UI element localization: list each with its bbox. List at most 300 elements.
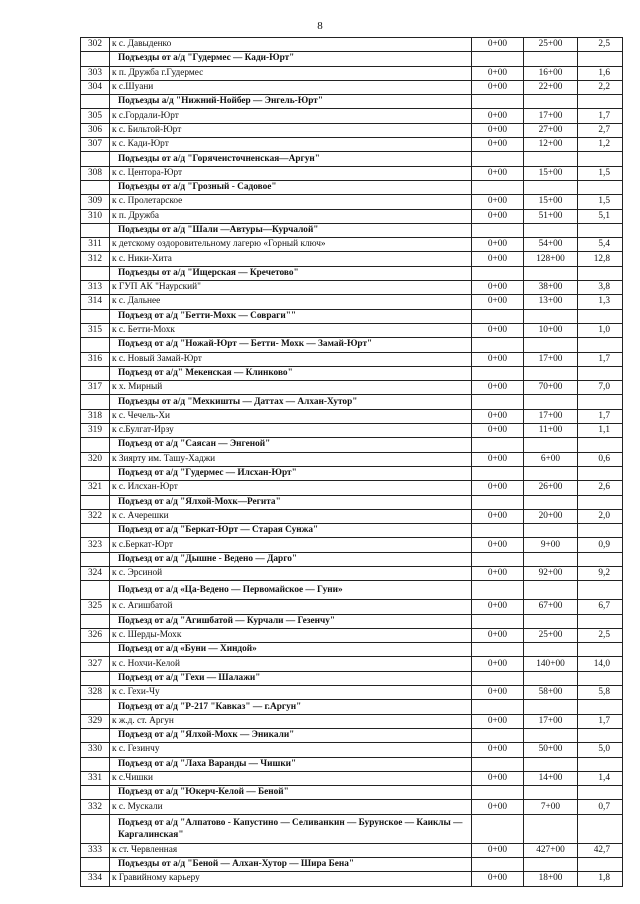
road-number: 330 — [81, 743, 110, 757]
start-km: 0+00 — [472, 138, 524, 152]
empty-cell — [81, 52, 110, 66]
length-km: 1,7 — [578, 352, 623, 366]
empty-cell — [81, 266, 110, 280]
empty-cell — [472, 495, 524, 509]
road-row — [81, 566, 623, 580]
length-km: 9,2 — [578, 566, 623, 580]
road-name: к с. Шерды-Мохк — [110, 628, 472, 642]
empty-cell — [578, 700, 623, 714]
start-km: 0+00 — [472, 352, 524, 366]
empty-cell — [472, 614, 524, 628]
empty-cell — [472, 466, 524, 480]
road-name: к Гравийному карьеру — [110, 872, 472, 886]
empty-cell — [81, 466, 110, 480]
end-km: 128+00 — [524, 252, 578, 266]
end-km: 38+00 — [524, 281, 578, 295]
empty-cell — [578, 152, 623, 166]
page-number: 8 — [317, 20, 323, 32]
section-header-row — [81, 95, 623, 109]
road-row — [81, 800, 623, 814]
empty-cell — [472, 552, 524, 566]
section-header-row — [81, 643, 623, 657]
end-km: 13+00 — [524, 295, 578, 309]
length-km: 2,2 — [578, 80, 623, 94]
empty-cell — [578, 524, 623, 538]
length-km: 1,1 — [578, 424, 623, 438]
road-row — [81, 281, 623, 295]
empty-cell — [578, 614, 623, 628]
section-title: Подъезд от а/д" Мекенская — Клинково" — [110, 366, 472, 380]
length-km: 14,0 — [578, 657, 623, 671]
empty-cell — [524, 552, 578, 566]
section-header-row — [81, 466, 623, 480]
empty-cell — [472, 366, 524, 380]
length-km: 1,3 — [578, 295, 623, 309]
road-name: к ГУП АК "Наурский" — [110, 281, 472, 295]
end-km: 17+00 — [524, 714, 578, 728]
length-km: 2,5 — [578, 628, 623, 642]
end-km: 25+00 — [524, 38, 578, 52]
start-km: 0+00 — [472, 481, 524, 495]
road-number: 306 — [81, 123, 110, 137]
empty-cell — [472, 180, 524, 194]
road-name: к с.Булгат-Ирзу — [110, 424, 472, 438]
section-header-row — [81, 671, 623, 685]
empty-cell — [472, 786, 524, 800]
empty-cell — [578, 728, 623, 742]
end-km: 26+00 — [524, 481, 578, 495]
road-row — [81, 80, 623, 94]
road-number: 308 — [81, 166, 110, 180]
road-name: к детскому оздоровительному лагерю «Горный ключ» — [110, 238, 472, 252]
empty-cell — [524, 671, 578, 685]
road-name: к с. Давыденко — [110, 38, 472, 52]
length-km: 5,1 — [578, 209, 623, 223]
road-number: 319 — [81, 424, 110, 438]
end-km: 11+00 — [524, 424, 578, 438]
end-km: 67+00 — [524, 600, 578, 614]
section-title: Подъезды от а/д "Горячеисточненская—Аргун" — [110, 152, 472, 166]
road-number: 320 — [81, 452, 110, 466]
start-km: 0+00 — [472, 800, 524, 814]
road-row — [81, 481, 623, 495]
road-row — [81, 138, 623, 152]
section-header-row — [81, 495, 623, 509]
road-row — [81, 38, 623, 52]
section-title: Подъезд от а/д "Алпатово - Капустино — Селиванкин — Бурунское — Каиклы — Каргалинская" — [110, 814, 472, 843]
road-row — [81, 252, 623, 266]
section-title: Подъезд от а/д "Агишбатой — Курчали — Гезенчу" — [110, 614, 472, 628]
empty-cell — [472, 728, 524, 742]
road-name: к Зиярту им. Ташу-Хаджи — [110, 452, 472, 466]
road-number: 303 — [81, 66, 110, 80]
length-km: 1,8 — [578, 872, 623, 886]
empty-cell — [81, 395, 110, 409]
length-km: 42,7 — [578, 843, 623, 857]
empty-cell — [524, 366, 578, 380]
start-km: 0+00 — [472, 628, 524, 642]
road-row — [81, 714, 623, 728]
end-km: 20+00 — [524, 509, 578, 523]
road-number: 321 — [81, 481, 110, 495]
empty-cell — [472, 266, 524, 280]
empty-cell — [472, 223, 524, 237]
road-number: 331 — [81, 771, 110, 785]
empty-cell — [524, 700, 578, 714]
road-name: к с. Ники-Хита — [110, 252, 472, 266]
section-title: Подъезд от а/д "Ножай-Юрт — Бетти- Мохк — Замай-Юрт" — [110, 338, 472, 352]
section-title: Подъезды от а/д "Беной — Алхан-Хутор — Шира Бена" — [110, 858, 472, 872]
empty-cell — [472, 152, 524, 166]
section-header-row — [81, 152, 623, 166]
end-km: 7+00 — [524, 800, 578, 814]
road-name: к с.Чишки — [110, 771, 472, 785]
section-title: Подъезд от а/д "Гудермес — Илсхан-Юрт" — [110, 466, 472, 480]
length-km: 2,5 — [578, 38, 623, 52]
section-header-row — [81, 52, 623, 66]
empty-cell — [472, 671, 524, 685]
empty-cell — [81, 524, 110, 538]
road-row — [81, 743, 623, 757]
section-header-row — [81, 395, 623, 409]
end-km: 16+00 — [524, 66, 578, 80]
length-km: 1,7 — [578, 109, 623, 123]
empty-cell — [524, 223, 578, 237]
road-number: 322 — [81, 509, 110, 523]
road-number: 311 — [81, 238, 110, 252]
empty-cell — [472, 858, 524, 872]
empty-cell — [524, 858, 578, 872]
empty-cell — [524, 438, 578, 452]
road-number: 334 — [81, 872, 110, 886]
end-km: 92+00 — [524, 566, 578, 580]
length-km: 0,7 — [578, 800, 623, 814]
length-km: 0,6 — [578, 452, 623, 466]
length-km: 2,7 — [578, 123, 623, 137]
end-km: 18+00 — [524, 872, 578, 886]
empty-cell — [81, 581, 110, 600]
section-title: Подъезд от а/д «Ца-Ведено — Первомайское — Гуни» — [110, 581, 472, 600]
road-name: к с. Эрсиной — [110, 566, 472, 580]
end-km: 70+00 — [524, 381, 578, 395]
road-name: к с.Шуани — [110, 80, 472, 94]
road-name: к с. Кади-Юрт — [110, 138, 472, 152]
road-number: 315 — [81, 323, 110, 337]
table-body — [81, 38, 623, 887]
empty-cell — [81, 438, 110, 452]
road-name: к с. Бильтой-Юрт — [110, 123, 472, 137]
section-header-row — [81, 581, 623, 600]
end-km: 27+00 — [524, 123, 578, 137]
section-header-row — [81, 266, 623, 280]
section-header-row — [81, 309, 623, 323]
section-title: Подъезд от а/д "Дышне - Ведено — Дарго" — [110, 552, 472, 566]
section-title: Подъезд от а/д "Ялхой-Мохк—Регита" — [110, 495, 472, 509]
road-row — [81, 209, 623, 223]
road-number: 305 — [81, 109, 110, 123]
end-km: 15+00 — [524, 166, 578, 180]
road-row — [81, 538, 623, 552]
road-number: 327 — [81, 657, 110, 671]
empty-cell — [578, 495, 623, 509]
section-title: Подъезд от а/д "Ялхой-Мохк — Эникали" — [110, 728, 472, 742]
empty-cell — [578, 223, 623, 237]
road-row — [81, 424, 623, 438]
road-name: к п. Дружба — [110, 209, 472, 223]
section-title: Подъезды от а/д "Шали —Автуры—Курчалой" — [110, 223, 472, 237]
road-name: к с. Нохчи-Келой — [110, 657, 472, 671]
road-number: 326 — [81, 628, 110, 642]
empty-cell — [578, 757, 623, 771]
access-roads-table — [80, 37, 623, 887]
empty-cell — [524, 309, 578, 323]
start-km: 0+00 — [472, 452, 524, 466]
empty-cell — [578, 814, 623, 843]
end-km: 6+00 — [524, 452, 578, 466]
road-name: к с. Гехи-Чу — [110, 686, 472, 700]
road-row — [81, 771, 623, 785]
length-km: 6,7 — [578, 600, 623, 614]
empty-cell — [81, 366, 110, 380]
end-km: 10+00 — [524, 323, 578, 337]
road-name: к п. Дружба г.Гудермес — [110, 66, 472, 80]
empty-cell — [472, 95, 524, 109]
road-row — [81, 872, 623, 886]
start-km: 0+00 — [472, 381, 524, 395]
empty-cell — [524, 786, 578, 800]
road-name: к с. Илсхан-Юрт — [110, 481, 472, 495]
section-title: Подъезд от а/д "Гехи — Шалажи" — [110, 671, 472, 685]
empty-cell — [472, 757, 524, 771]
section-title: Подъезды от а/д "Мехкишты — Даттах — Алхан-Хутор" — [110, 395, 472, 409]
empty-cell — [81, 643, 110, 657]
road-number: 333 — [81, 843, 110, 857]
road-name: к с. Гезинчу — [110, 743, 472, 757]
road-name: к с. Чечель-Хи — [110, 409, 472, 423]
road-row — [81, 509, 623, 523]
road-row — [81, 409, 623, 423]
section-title: Подъезд от а/д "Беркат-Юрт — Старая Сунжа" — [110, 524, 472, 538]
length-km: 1,7 — [578, 409, 623, 423]
start-km: 0+00 — [472, 252, 524, 266]
length-km: 5,4 — [578, 238, 623, 252]
start-km: 0+00 — [472, 323, 524, 337]
start-km: 0+00 — [472, 281, 524, 295]
start-km: 0+00 — [472, 38, 524, 52]
empty-cell — [524, 180, 578, 194]
road-number: 316 — [81, 352, 110, 366]
length-km: 0,9 — [578, 538, 623, 552]
road-number: 307 — [81, 138, 110, 152]
end-km: 25+00 — [524, 628, 578, 642]
road-number: 313 — [81, 281, 110, 295]
road-name: к с. Дальнее — [110, 295, 472, 309]
start-km: 0+00 — [472, 843, 524, 857]
road-row — [81, 66, 623, 80]
road-number: 304 — [81, 80, 110, 94]
start-km: 0+00 — [472, 209, 524, 223]
empty-cell — [472, 643, 524, 657]
section-title: Подъезд от а/д "Юкерч-Келой — Беной" — [110, 786, 472, 800]
section-title: Подъезд от а/д «Буни — Хиндой» — [110, 643, 472, 657]
section-title: Подъезды от а/д "Ищерская — Кречетово" — [110, 266, 472, 280]
start-km: 0+00 — [472, 195, 524, 209]
empty-cell — [472, 814, 524, 843]
empty-cell — [578, 395, 623, 409]
road-number: 332 — [81, 800, 110, 814]
empty-cell — [524, 614, 578, 628]
section-header-row — [81, 338, 623, 352]
road-row — [81, 381, 623, 395]
section-header-row — [81, 700, 623, 714]
empty-cell — [578, 52, 623, 66]
road-name: к с. Мускали — [110, 800, 472, 814]
empty-cell — [81, 338, 110, 352]
empty-cell — [81, 757, 110, 771]
empty-cell — [578, 858, 623, 872]
end-km: 14+00 — [524, 771, 578, 785]
road-number: 329 — [81, 714, 110, 728]
empty-cell — [81, 180, 110, 194]
road-name: к с.Беркат-Юрт — [110, 538, 472, 552]
empty-cell — [81, 671, 110, 685]
empty-cell — [578, 266, 623, 280]
empty-cell — [81, 858, 110, 872]
length-km: 12,8 — [578, 252, 623, 266]
empty-cell — [524, 757, 578, 771]
section-header-row — [81, 223, 623, 237]
road-row — [81, 452, 623, 466]
section-header-row — [81, 438, 623, 452]
empty-cell — [81, 495, 110, 509]
empty-cell — [524, 266, 578, 280]
end-km: 58+00 — [524, 686, 578, 700]
empty-cell — [524, 395, 578, 409]
end-km: 17+00 — [524, 109, 578, 123]
empty-cell — [578, 581, 623, 600]
length-km: 1,6 — [578, 66, 623, 80]
road-name: к с. Ачерешки — [110, 509, 472, 523]
empty-cell — [81, 223, 110, 237]
empty-cell — [524, 52, 578, 66]
road-number: 325 — [81, 600, 110, 614]
road-number: 323 — [81, 538, 110, 552]
empty-cell — [81, 786, 110, 800]
start-km: 0+00 — [472, 123, 524, 137]
road-row — [81, 123, 623, 137]
length-km: 2,6 — [578, 481, 623, 495]
end-km: 17+00 — [524, 409, 578, 423]
end-km: 54+00 — [524, 238, 578, 252]
length-km: 1,5 — [578, 195, 623, 209]
empty-cell — [578, 671, 623, 685]
start-km: 0+00 — [472, 238, 524, 252]
end-km: 12+00 — [524, 138, 578, 152]
start-km: 0+00 — [472, 771, 524, 785]
empty-cell — [524, 643, 578, 657]
road-number: 318 — [81, 409, 110, 423]
length-km: 1,5 — [578, 166, 623, 180]
empty-cell — [81, 309, 110, 323]
road-row — [81, 109, 623, 123]
empty-cell — [81, 152, 110, 166]
start-km: 0+00 — [472, 566, 524, 580]
section-title: Подъезд от а/д "Саясан — Энгеной" — [110, 438, 472, 452]
empty-cell — [578, 438, 623, 452]
section-title: Подъезд от а/д "Лаха Варанды — Чишки" — [110, 757, 472, 771]
road-name: к с. Новый Замай-Юрт — [110, 352, 472, 366]
section-header-row — [81, 814, 623, 843]
empty-cell — [578, 95, 623, 109]
empty-cell — [524, 814, 578, 843]
empty-cell — [524, 338, 578, 352]
road-row — [81, 843, 623, 857]
length-km: 1,4 — [578, 771, 623, 785]
empty-cell — [81, 552, 110, 566]
section-title: Подъезды от а/д "Гудермес — Кади-Юрт" — [110, 52, 472, 66]
empty-cell — [472, 52, 524, 66]
empty-cell — [578, 309, 623, 323]
section-header-row — [81, 180, 623, 194]
road-row — [81, 238, 623, 252]
empty-cell — [81, 728, 110, 742]
start-km: 0+00 — [472, 424, 524, 438]
section-header-row — [81, 728, 623, 742]
road-number: 328 — [81, 686, 110, 700]
road-row — [81, 600, 623, 614]
section-header-row — [81, 524, 623, 538]
length-km: 2,0 — [578, 509, 623, 523]
empty-cell — [472, 581, 524, 600]
section-title: Подъезд от а/д "Бетти-Мохк — Совраги"" — [110, 309, 472, 323]
start-km: 0+00 — [472, 509, 524, 523]
empty-cell — [472, 309, 524, 323]
road-name: к х. Мирный — [110, 381, 472, 395]
road-number: 302 — [81, 38, 110, 52]
section-header-row — [81, 552, 623, 566]
road-name: к с. Бетти-Мохк — [110, 323, 472, 337]
empty-cell — [578, 338, 623, 352]
start-km: 0+00 — [472, 66, 524, 80]
start-km: 0+00 — [472, 109, 524, 123]
empty-cell — [578, 643, 623, 657]
road-name: к с.Гордали-Юрт — [110, 109, 472, 123]
end-km: 50+00 — [524, 743, 578, 757]
road-row — [81, 195, 623, 209]
empty-cell — [472, 700, 524, 714]
section-title: Подъезд от а/д "Р-217 "Кавказ" — г.Аргун" — [110, 700, 472, 714]
section-header-row — [81, 366, 623, 380]
road-number: 309 — [81, 195, 110, 209]
empty-cell — [472, 338, 524, 352]
length-km: 7,0 — [578, 381, 623, 395]
empty-cell — [578, 466, 623, 480]
empty-cell — [524, 524, 578, 538]
road-name: к с. Агишбатой — [110, 600, 472, 614]
start-km: 0+00 — [472, 872, 524, 886]
empty-cell — [578, 786, 623, 800]
start-km: 0+00 — [472, 166, 524, 180]
end-km: 15+00 — [524, 195, 578, 209]
length-km: 1,2 — [578, 138, 623, 152]
start-km: 0+00 — [472, 686, 524, 700]
road-number: 312 — [81, 252, 110, 266]
section-header-row — [81, 757, 623, 771]
empty-cell — [524, 495, 578, 509]
section-title: Подъезды а/д "Нижний-Нойбер — Энгель-Юрт" — [110, 95, 472, 109]
empty-cell — [524, 581, 578, 600]
empty-cell — [81, 700, 110, 714]
